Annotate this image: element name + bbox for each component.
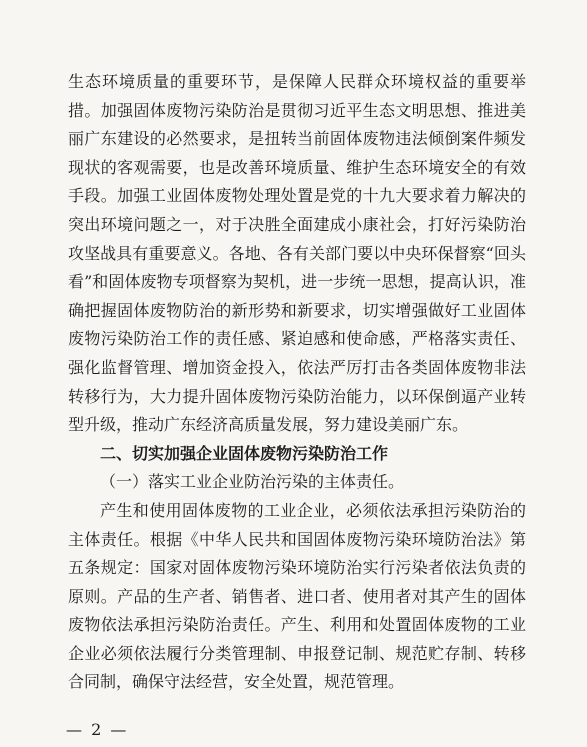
paragraph-importance: 生态环境质量的重要环节，是保障人民群众环境权益的重要举措。加强固体废物污染防治是贯彻习近平生态文明思想、推进美丽广东建设的必然要求，是扭转当前固体废物违法倾倒案件频发现状的客观需要，也是改善环境质量、维护生态环境安全的有效手段。加强工业固体废物处理处置是党的十九大要求着力解决的突出环境问题之一，对于决胜全面建成小康社会，打好污染防治攻坚战具有重要意义。各地、各有关部门要以中央环保督察“回头看”和固体废物专项督察为契机，进一步统一思想，提高认识，准确把握固体废物防治的新形势和新要求，切实增强做好工业固体废物污染防治工作的责任感、紧迫感和使命感，严格落实责任、强化监督管理、增加资金投入，依法严厉打击各类固体废物非法转移行为，大力提升固体废物污染防治能力，以环保倒逼产业转型升级，推动广东经济高质量发展，努力建设美丽广东。 [68,72,526,435]
subsection-heading: （一）落实工业企业防治污染的主体责任。 [100,472,405,492]
document-body [68,68,526,697]
page-number: — 2 — [66,720,129,739]
section-heading: 二、切实加强企业固体废物污染防治工作 [100,443,389,463]
paragraph-responsibility: 产生和使用固体废物的工业企业，必须依法承担污染防治的主体责任。根据《中华人民共和国固体废物污染环境防治法》第五条规定：国家对固体废物污染环境防治实行污染者依法负责的原则。产品的生产者、销售者、进口者、使用者对其产生的固体废物依法承担污染防治责任。产生、利用和处置固体废物的工业企业必须依法履行分类管理制、申报登记制、规范贮存制、转移合同制，确保守法经营，安全处置，规范管理。 [68,500,526,692]
